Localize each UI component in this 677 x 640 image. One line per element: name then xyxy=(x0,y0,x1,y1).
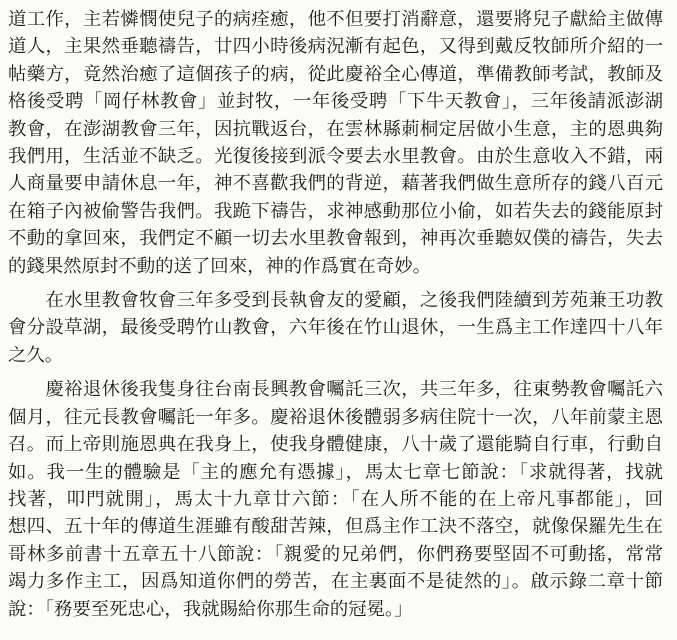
text-line: 慶裕退休後我隻身往台南長興教會囑託三次，共三年多，往東勢教會囑託六 xyxy=(8,379,663,401)
text-line: 找著，叩門就開」，馬太十九章廿六節：「在人所不能的在上帝凡事都能」，回 xyxy=(8,488,663,510)
text-line: 在箱子內被偷警告我們。我跪下禱告，求神感動那位小偷，如若失去的錢能原封 xyxy=(8,200,663,222)
text-line: 竭力多作主工，因爲知道你們的勞苦，在主裏面不是徒然的」。啟示錄二章十節 xyxy=(8,571,663,593)
text-line: 不動的拿回來，我們定不顧一切去水里教會報到，神再次垂聽奴僕的禱告，失去 xyxy=(8,228,663,250)
text-line: 格後受聘「岡仔林教會」並封牧，一年後受聘「下牛天教會」，三年後請派澎湖 xyxy=(8,91,663,113)
text-line: 在水里教會牧會三年多受到長執會友的愛顧，之後我們陸續到芳苑兼王功教 xyxy=(8,290,663,312)
paragraph-gap xyxy=(8,369,663,376)
paragraph-2 xyxy=(8,287,663,369)
text-line: 人商量要申請休息一年，神不喜歡我們的背逆，藉著我們做生意所存的錢八百元 xyxy=(8,173,663,195)
text-line: 如。我一生的體驗是「主的應允有憑據」，馬太七章七節說：「求就得著，找就 xyxy=(8,461,663,483)
paragraph-1 xyxy=(8,6,663,280)
text-line: 道工作，主若憐憫使兒子的病痊癒，他不但要打消辭意，還要將兒子獻給主做傳 xyxy=(8,9,663,30)
text-line: 帖藥方，竟然治癒了這個孩子的病，從此慶裕全心傳道，準備教師考試，教師及 xyxy=(8,63,663,85)
text-line: 道人，主果然垂聽禱告，廿四小時後病況漸有起色，又得到戴反牧師所介紹的一 xyxy=(8,36,663,58)
text-line: 哥林多前書十五章五十八節說：「親愛的兄弟們，你們務要堅固不可動搖，常常 xyxy=(8,543,663,565)
text-line: 個月，往元長教會囑託一年多。慶裕退休後體弱多病住院十一次，八年前蒙主恩 xyxy=(8,406,663,428)
text-line: 我們用，生活並不缺乏。光復後接到派令要去水里教會。由於生意收入不錯，兩 xyxy=(8,146,663,168)
text-line: 召。而上帝則施恩典在我身上，使我身體健康，八十歲了還能騎自行車，行動自 xyxy=(8,434,663,456)
text-line: 之久。 xyxy=(8,344,64,366)
text-line: 會分設草湖，最後受聘竹山教會，六年後在竹山退休，一生爲主工作達四十八年 xyxy=(8,317,663,339)
paragraph-3 xyxy=(8,376,663,623)
text-line: 的錢果然原封不動的送了回來，神的作爲實在奇妙。 xyxy=(8,255,431,277)
text-line: 教會，在澎湖教會三年，因抗戰返台，在雲林縣莿桐定居做小生意，主的恩典夠 xyxy=(8,118,663,140)
text-line: 想四、五十年的傳道生涯雖有酸甜苦辣，但爲主作工決不落空，就像保羅先生在 xyxy=(8,516,663,538)
text-line: 說：「務要至死忠心，我就賜給你那生命的冠冕。」 xyxy=(8,598,413,620)
paragraph-gap xyxy=(8,280,663,287)
